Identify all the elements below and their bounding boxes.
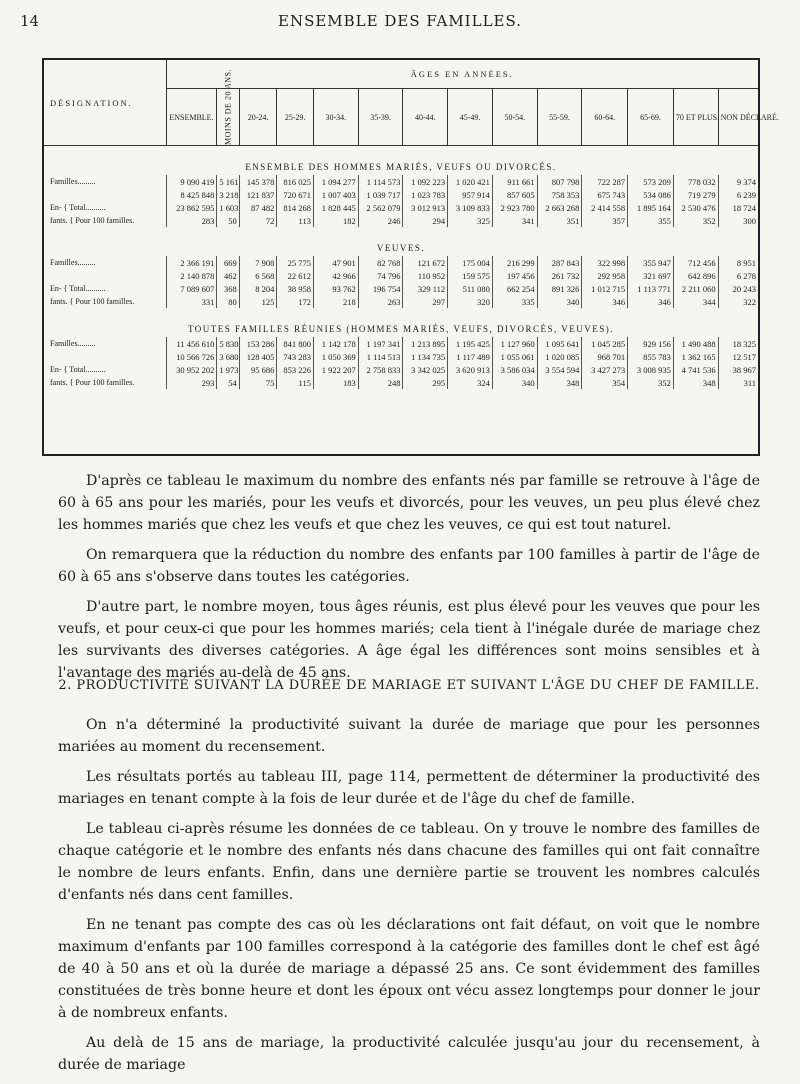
table-row (44, 214, 758, 227)
table-row (44, 188, 758, 201)
table-cell: 355 947 (628, 256, 674, 269)
table-row (44, 337, 758, 350)
page-header (0, 12, 800, 32)
commentary-block-2 (58, 714, 760, 1084)
table-row (44, 295, 758, 308)
table-cell: 1 055 061 (492, 350, 537, 363)
table-cell: 311 (718, 376, 758, 389)
age-groups-header: ÂGES EN ANNÉES. (166, 60, 758, 89)
table-cell: 263 (358, 295, 403, 308)
table-cell: 115 (277, 376, 314, 389)
table-cell: 11 456 610 (166, 337, 217, 350)
table-cell: 95 686 (239, 363, 277, 376)
table-cell: 145 378 (239, 175, 277, 188)
table-cell: 87 482 (239, 201, 277, 214)
table-cell: 354 (582, 376, 628, 389)
table-cell: 216 299 (492, 256, 537, 269)
table-cell: 2 562 079 (358, 201, 403, 214)
table-cell: 2 366 191 (166, 256, 217, 269)
table-cell: 911 661 (492, 175, 537, 188)
table-cell: 743 283 (277, 350, 314, 363)
table-cell: 841 800 (277, 337, 314, 350)
row-label: Familles......... (50, 339, 96, 348)
column-header: 65-69. (628, 89, 674, 146)
table-cell: 287 843 (537, 256, 582, 269)
table-cell: 712 456 (673, 256, 718, 269)
table-cell: 2 758 833 (358, 363, 403, 376)
table-row (44, 269, 758, 282)
table-cell: 7 908 (239, 256, 277, 269)
table-cell: 75 (239, 376, 277, 389)
table-cell: 23 862 595 (166, 201, 217, 214)
table-row (44, 376, 758, 389)
running-title: ENSEMBLE DES FAMILLES. (278, 12, 522, 30)
table-cell: 368 (217, 282, 239, 295)
table-cell: 295 (403, 376, 448, 389)
table-cell: 1 012 715 (582, 282, 628, 295)
table-cell: 719 279 (673, 188, 718, 201)
table-cell: 351 (537, 214, 582, 227)
column-header: 25-29. (277, 89, 314, 146)
table-cell: 853 226 (277, 363, 314, 376)
table-cell: 344 (673, 295, 718, 308)
table-row (44, 363, 758, 376)
table-cell: 855 783 (628, 350, 674, 363)
table-cell: 348 (537, 376, 582, 389)
table-cell: 346 (628, 295, 674, 308)
table-cell: 3 218 (217, 188, 239, 201)
table-cell: 722 287 (582, 175, 628, 188)
table-cell: 3 342 025 (403, 363, 448, 376)
table-cell: 2 140 878 (166, 269, 217, 282)
table-cell: 2 923 780 (492, 201, 537, 214)
table-cell: 183 (313, 376, 358, 389)
table-cell: 348 (673, 376, 718, 389)
table-cell: 2 414 558 (582, 201, 628, 214)
table-cell: 12 517 (718, 350, 758, 363)
table-cell: 1 922 207 (313, 363, 358, 376)
table-cell: 341 (492, 214, 537, 227)
commentary-block-1 (58, 470, 760, 692)
table-cell: 300 (718, 214, 758, 227)
table-cell: 357 (582, 214, 628, 227)
column-header: 70 ET PLUS. (673, 89, 718, 146)
table-cell: 534 086 (628, 188, 674, 201)
table-cell: 42 966 (313, 269, 358, 282)
paragraph: En ne tenant pas compte des cas où les déclarations ont fait défaut, on voit que le nombre maximum d'enfants par 100 familles correspond à la catégorie des familles dont le chef est âgé de 40 à 50 ans et où la durée de mariage a dépassé 25 ans. Ce sont évidemment des familles constituées de très bonne heure et dont les époux ont vécu assez longtemps pour donner le jour à de nombreux enfants. (58, 917, 760, 1021)
column-header: 40-44. (403, 89, 448, 146)
table-cell: 814 268 (277, 201, 314, 214)
row-label (44, 350, 166, 363)
table-cell: 125 (239, 295, 277, 308)
table-cell: 1 039 717 (358, 188, 403, 201)
table-cell: 297 (403, 295, 448, 308)
table-cell: 50 (217, 214, 239, 227)
table-cell: 1 020 421 (448, 175, 493, 188)
table-cell: 22 612 (277, 269, 314, 282)
table-cell: 1 362 165 (673, 350, 718, 363)
table-cell: 335 (492, 295, 537, 308)
table-cell: 1 197 341 (358, 337, 403, 350)
table-cell: 292 958 (582, 269, 628, 282)
table-cell: 47 901 (313, 256, 358, 269)
table-cell: 891 326 (537, 282, 582, 295)
table-cell: 1 023 783 (403, 188, 448, 201)
table-cell: 72 (239, 214, 277, 227)
table-cell: 20 243 (718, 282, 758, 295)
section-title: ENSEMBLE DES HOMMES MARIÉS, VEUFS OU DIVORCÉS. (245, 162, 557, 172)
table-cell: 662 254 (492, 282, 537, 295)
table-cell: 6 278 (718, 269, 758, 282)
table-cell: 3 109 833 (448, 201, 493, 214)
table-cell: 573 209 (628, 175, 674, 188)
column-header: 20-24. (239, 89, 277, 146)
row-label: Familles......... (50, 177, 96, 186)
table-cell: 74 796 (358, 269, 403, 282)
table-cell: 321 697 (628, 269, 674, 282)
table-cell: 816 025 (277, 175, 314, 188)
paragraph: On remarquera que la réduction du nombre des enfants par 100 familles à partir de l'âge de 60 à 65 ans s'observe dans toutes les catégories. (58, 547, 760, 585)
table-cell: 218 (313, 295, 358, 308)
table-cell: 128 405 (239, 350, 277, 363)
table-cell: 246 (358, 214, 403, 227)
table-cell: 3 008 935 (628, 363, 674, 376)
table-cell: 758 353 (537, 188, 582, 201)
table-cell: 2 530 476 (673, 201, 718, 214)
row-label (44, 188, 166, 201)
table-cell: 929 156 (628, 337, 674, 350)
table-cell: 1 020 085 (537, 350, 582, 363)
table-cell: 720 671 (277, 188, 314, 201)
table-cell: 3 620 913 (448, 363, 493, 376)
paragraph: D'après ce tableau le maximum du nombre des enfants nés par famille se retrouve à l'âge de 60 à 65 ans pour les mariés, pour les veufs et divorcés, pour les veuves, un peu plus élevé chez les hommes mariés que chez les veufs et que chez les veuves, ce qui est tout naturel. (58, 473, 760, 533)
table-cell: 293 (166, 376, 217, 389)
table-cell: 9 374 (718, 175, 758, 188)
table-cell: 778 032 (673, 175, 718, 188)
table-cell: 1 828 445 (313, 201, 358, 214)
column-header: 55-59. (537, 89, 582, 146)
column-header: NON DÉCLARÉ. (718, 89, 758, 146)
table-cell: 322 (718, 295, 758, 308)
section-title: TOUTES FAMILLES RÉUNIES (HOMMES MARIÉS, VEUFS, DIVORCÉS, VEUVES). (187, 324, 615, 334)
table-cell: 5 830 (217, 337, 239, 350)
section-heading: 2. PRODUCTIVITÉ SUIVANT LA DURÉE DE MARIAGE ET SUIVANT L'ÂGE DU CHEF DE FAMILLE. (58, 678, 760, 693)
column-header: 60-64. (582, 89, 628, 146)
table-cell: 340 (537, 295, 582, 308)
table-cell: 248 (358, 376, 403, 389)
row-label: En- { Total.......... (50, 365, 106, 374)
table-cell: 38 967 (718, 363, 758, 376)
table-cell: 159 575 (448, 269, 493, 282)
table-cell: 325 (448, 214, 493, 227)
table-cell: 8 204 (239, 282, 277, 295)
table-cell: 352 (628, 376, 674, 389)
table-cell: 82 768 (358, 256, 403, 269)
row-label: fants. { Pour 100 familles. (50, 378, 135, 387)
table-cell: 196 754 (358, 282, 403, 295)
table-cell: 320 (448, 295, 493, 308)
table-cell: 331 (166, 295, 217, 308)
table-cell: 1 213 895 (403, 337, 448, 350)
table-cell: 10 566 726 (166, 350, 217, 363)
table-cell: 153 286 (239, 337, 277, 350)
table-cell: 9 090 419 (166, 175, 217, 188)
paragraph: On n'a déterminé la productivité suivant la durée de mariage que pour les personnes mariées au moment du recensement. (58, 717, 760, 755)
table-cell: 110 952 (403, 269, 448, 282)
table-cell: 340 (492, 376, 537, 389)
table-cell: 352 (673, 214, 718, 227)
row-label (44, 269, 166, 282)
table-cell: 1 142 178 (313, 337, 358, 350)
table-cell: 355 (628, 214, 674, 227)
table-cell: 18 325 (718, 337, 758, 350)
table-cell: 3 427 273 (582, 363, 628, 376)
table-cell: 6 239 (718, 188, 758, 201)
table-cell: 511 080 (448, 282, 493, 295)
table-cell: 121 672 (403, 256, 448, 269)
section-title: VEUVES. (376, 243, 426, 253)
table-cell: 329 112 (403, 282, 448, 295)
table-cell: 80 (217, 295, 239, 308)
table-cell: 675 743 (582, 188, 628, 201)
paragraph: Le tableau ci-après résume les données de ce tableau. On y trouve le nombre des familles de chaque catégorie et le nombre des enfants nés dans chacune des familles qui ont fait connaître le nombre de leurs enfants. Enfin, dans une dernière partie se trouvent les nombres calculés d'enfants nés dans cent familles. (58, 821, 760, 903)
table-cell: 1 973 (217, 363, 239, 376)
table-cell: 968 701 (582, 350, 628, 363)
table-cell: 6 568 (239, 269, 277, 282)
table-cell: 1 127 960 (492, 337, 537, 350)
table-cell: 346 (582, 295, 628, 308)
table-cell: 3 586 034 (492, 363, 537, 376)
table-cell: 3 554 594 (537, 363, 582, 376)
table-cell: 30 952 202 (166, 363, 217, 376)
table-cell: 1 134 735 (403, 350, 448, 363)
table-cell: 1 113 771 (628, 282, 674, 295)
table-cell: 807 798 (537, 175, 582, 188)
column-header: 35-39. (358, 89, 403, 146)
table-cell: 7 089 607 (166, 282, 217, 295)
table-cell: 669 (217, 256, 239, 269)
page-number: 14 (20, 12, 40, 30)
table-cell: 324 (448, 376, 493, 389)
paragraph: D'autre part, le nombre moyen, tous âges réunis, est plus élevé pour les veuves que pour les veufs, et pour ceux-ci que pour les hommes mariés; cela tient à l'inégale durée de mariage chez les survivants des diverses catégories. A âge égal les différences sont moins sensibles et à l'avantage des mariés au-delà de 45 ans. (58, 599, 760, 681)
table-cell: 3 680 (217, 350, 239, 363)
table-cell: 2 663 268 (537, 201, 582, 214)
table-cell: 4 741 536 (673, 363, 718, 376)
statistics-table (42, 58, 779, 456)
table-cell: 1 117 489 (448, 350, 493, 363)
table-cell: 1 007 403 (313, 188, 358, 201)
table-cell: 1 050 369 (313, 350, 358, 363)
table-cell: 642 896 (673, 269, 718, 282)
table-cell: 1 045 285 (582, 337, 628, 350)
table-row (44, 350, 758, 363)
table-cell: 3 012 913 (403, 201, 448, 214)
table-cell: 1 094 277 (313, 175, 358, 188)
table-cell: 957 914 (448, 188, 493, 201)
table-cell: 54 (217, 376, 239, 389)
table-cell: 197 456 (492, 269, 537, 282)
table-cell: 172 (277, 295, 314, 308)
table-cell: 1 895 164 (628, 201, 674, 214)
table-cell: 1 114 513 (358, 350, 403, 363)
table-cell: 1 195 425 (448, 337, 493, 350)
row-label: fants. { Pour 100 familles. (50, 216, 135, 225)
table-row (44, 256, 758, 269)
table-row (44, 282, 758, 295)
table-row (44, 201, 758, 214)
table-cell: 113 (277, 214, 314, 227)
table-cell: 1 095 641 (537, 337, 582, 350)
column-header: 50-54. (492, 89, 537, 146)
table-cell: 857 605 (492, 188, 537, 201)
table-cell: 8 425 848 (166, 188, 217, 201)
table-cell: 462 (217, 269, 239, 282)
row-label: Familles......... (50, 258, 96, 267)
table-cell: 1 114 573 (358, 175, 403, 188)
table-cell: 1 603 (217, 201, 239, 214)
table-cell: 294 (403, 214, 448, 227)
table-cell: 261 732 (537, 269, 582, 282)
table-row (44, 175, 758, 188)
table-cell: 38 958 (277, 282, 314, 295)
table-cell: 175 004 (448, 256, 493, 269)
paragraph: Les résultats portés au tableau III, page 114, permettent de déterminer la productivité des mariages en tenant compte à la fois de leur durée et de l'âge du chef de famille. (58, 769, 760, 807)
table-cell: 25 775 (277, 256, 314, 269)
column-header: 30-34. (313, 89, 358, 146)
table-cell: 5 161 (217, 175, 239, 188)
table-cell: 8 951 (718, 256, 758, 269)
table-cell: 322 998 (582, 256, 628, 269)
table-cell: 121 837 (239, 188, 277, 201)
table-cell: 1 092 223 (403, 175, 448, 188)
table-cell: 93 762 (313, 282, 358, 295)
designation-header: DÉSIGNATION. (44, 60, 166, 146)
row-label: En- { Total.......... (50, 284, 106, 293)
table-cell: 182 (313, 214, 358, 227)
paragraph: Au delà de 15 ans de mariage, la productivité calculée jusqu'au jour du recensement, à durée de mariage (58, 1035, 760, 1073)
column-header: MOINS DE 20 ANS. (217, 89, 239, 146)
table-cell: 283 (166, 214, 217, 227)
column-header: ENSEMBLE. (166, 89, 217, 146)
row-label: En- { Total.......... (50, 203, 106, 212)
table-cell: 1 490 488 (673, 337, 718, 350)
table-cell: 18 724 (718, 201, 758, 214)
table-cell: 2 211 060 (673, 282, 718, 295)
column-header: 45-49. (448, 89, 493, 146)
row-label: fants. { Pour 100 familles. (50, 297, 135, 306)
